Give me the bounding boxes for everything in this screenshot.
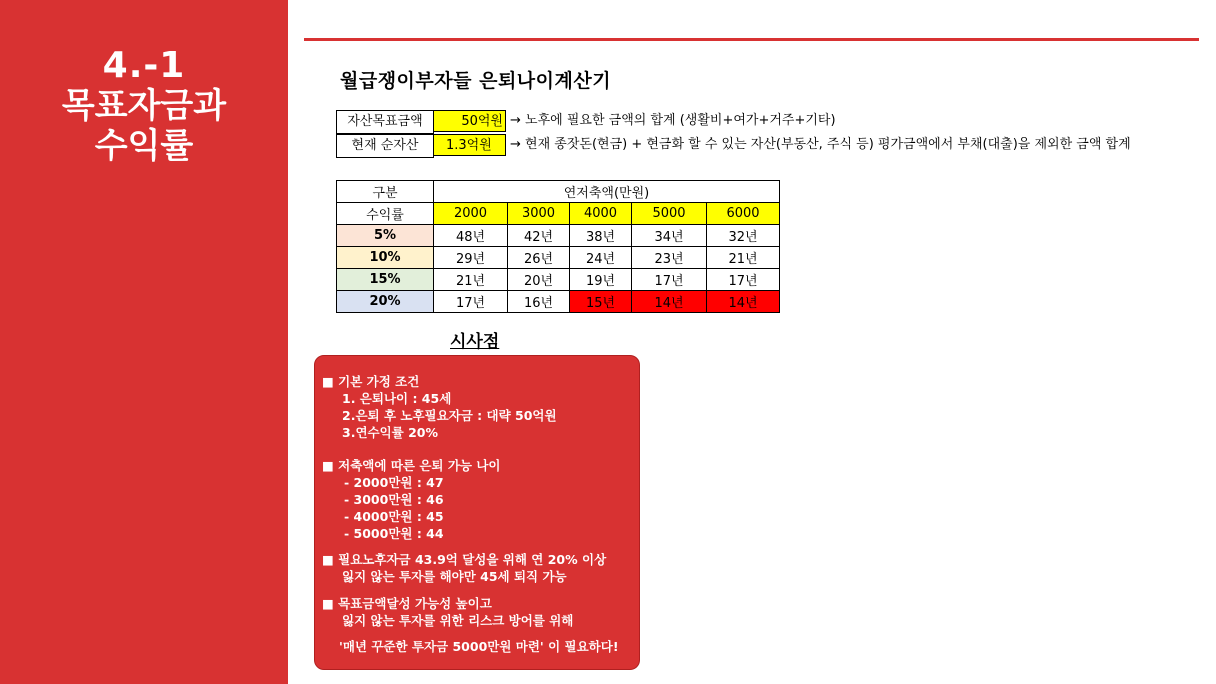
rate-cell: 15% xyxy=(337,269,434,291)
table-header-row xyxy=(337,181,780,203)
section-title-line-1: 목표자금과 xyxy=(61,86,227,126)
net-asset-value: 1.3억원 xyxy=(433,134,506,156)
table-cell: 16년 xyxy=(508,291,570,313)
note-line: - 3000만원 : 46 xyxy=(344,492,444,507)
table-cell: 32년 xyxy=(707,225,780,247)
section-number: 4.-1 xyxy=(102,45,186,86)
net-asset-description: → 현재 종잣돈(현금) + 현금화 할 수 있는 자산(부동산, 주식 등) 평가금액에서 부채(대출)을 제외한 금액 합계 xyxy=(510,137,1131,152)
target-asset-description: → 노후에 필요한 금액의 합계 (생활비+여가+거주+기타) xyxy=(510,113,836,128)
table-cell: 17년 xyxy=(707,269,780,291)
highlighted-cell: 14년 xyxy=(632,291,707,313)
note-line: 잃지 않는 투자를 해야만 45세 퇴직 가능 xyxy=(342,569,567,584)
note-conclusion: '매년 꾸준한 투자금 5000만원 마련' 이 필요하다! xyxy=(339,639,619,654)
rate-cell: 20% xyxy=(337,291,434,313)
section-title-line-2: 수익률 xyxy=(94,126,194,166)
target-asset-label: 자산목표금액 xyxy=(336,110,434,134)
page-title: 월급쟁이부자들 은퇴나이계산기 xyxy=(340,70,612,92)
note-heading: ■ 목표금액달성 가능성 높이고 xyxy=(322,596,492,611)
note-heading: ■ 저축액에 따른 은퇴 가능 나이 xyxy=(322,458,501,473)
table-row xyxy=(337,269,780,291)
highlighted-cell: 15년 xyxy=(570,291,632,313)
column-header: 5000 xyxy=(632,203,707,225)
note-line: 1. 은퇴나이 : 45세 xyxy=(342,391,452,406)
corner-header: 구분 xyxy=(337,181,434,203)
target-asset-value: 50억원 xyxy=(433,110,506,132)
table-cell: 26년 xyxy=(508,247,570,269)
rate-cell: 10% xyxy=(337,247,434,269)
table-cell: 42년 xyxy=(508,225,570,247)
net-asset-label: 현재 순자산 xyxy=(336,134,434,158)
table-cell: 23년 xyxy=(632,247,707,269)
note-heading: ■ 필요노후자금 43.9억 달성을 위해 연 20% 이상 xyxy=(322,552,607,567)
table-cell: 20년 xyxy=(508,269,570,291)
table-cell: 34년 xyxy=(632,225,707,247)
note-line: 3.연수익률 20% xyxy=(342,425,439,440)
table-cell: 48년 xyxy=(434,225,508,247)
note-line: - 5000만원 : 44 xyxy=(344,526,444,541)
table-cell: 21년 xyxy=(434,269,508,291)
retirement-years-table xyxy=(336,180,780,313)
table-cell: 38년 xyxy=(570,225,632,247)
header-divider xyxy=(304,38,1199,41)
column-header: 4000 xyxy=(570,203,632,225)
note-heading: ■ 기본 가정 조건 xyxy=(322,374,420,389)
note-line: - 4000만원 : 45 xyxy=(344,509,444,524)
rate-cell: 5% xyxy=(337,225,434,247)
table-row xyxy=(337,291,780,313)
note-line: - 2000만원 : 47 xyxy=(344,475,444,490)
table-cell: 17년 xyxy=(632,269,707,291)
column-header: 6000 xyxy=(707,203,780,225)
insight-box xyxy=(314,355,640,670)
insight-title: 시사점 xyxy=(450,332,500,352)
section-title xyxy=(0,46,288,166)
table-column-row xyxy=(337,203,780,225)
table-row xyxy=(337,247,780,269)
table-cell: 21년 xyxy=(707,247,780,269)
rate-header: 수익률 xyxy=(337,203,434,225)
highlighted-cell: 14년 xyxy=(707,291,780,313)
column-header: 2000 xyxy=(434,203,508,225)
table-cell: 19년 xyxy=(570,269,632,291)
sidebar-panel xyxy=(0,0,288,684)
note-line: 잃지 않는 투자를 위한 리스크 방어를 위해 xyxy=(342,613,574,628)
group-header: 연저축액(만원) xyxy=(434,181,780,203)
table-cell: 17년 xyxy=(434,291,508,313)
table-cell: 29년 xyxy=(434,247,508,269)
table-row xyxy=(337,225,780,247)
note-line: 2.은퇴 후 노후필요자금 : 대략 50억원 xyxy=(342,408,557,423)
table-cell: 24년 xyxy=(570,247,632,269)
column-header: 3000 xyxy=(508,203,570,225)
